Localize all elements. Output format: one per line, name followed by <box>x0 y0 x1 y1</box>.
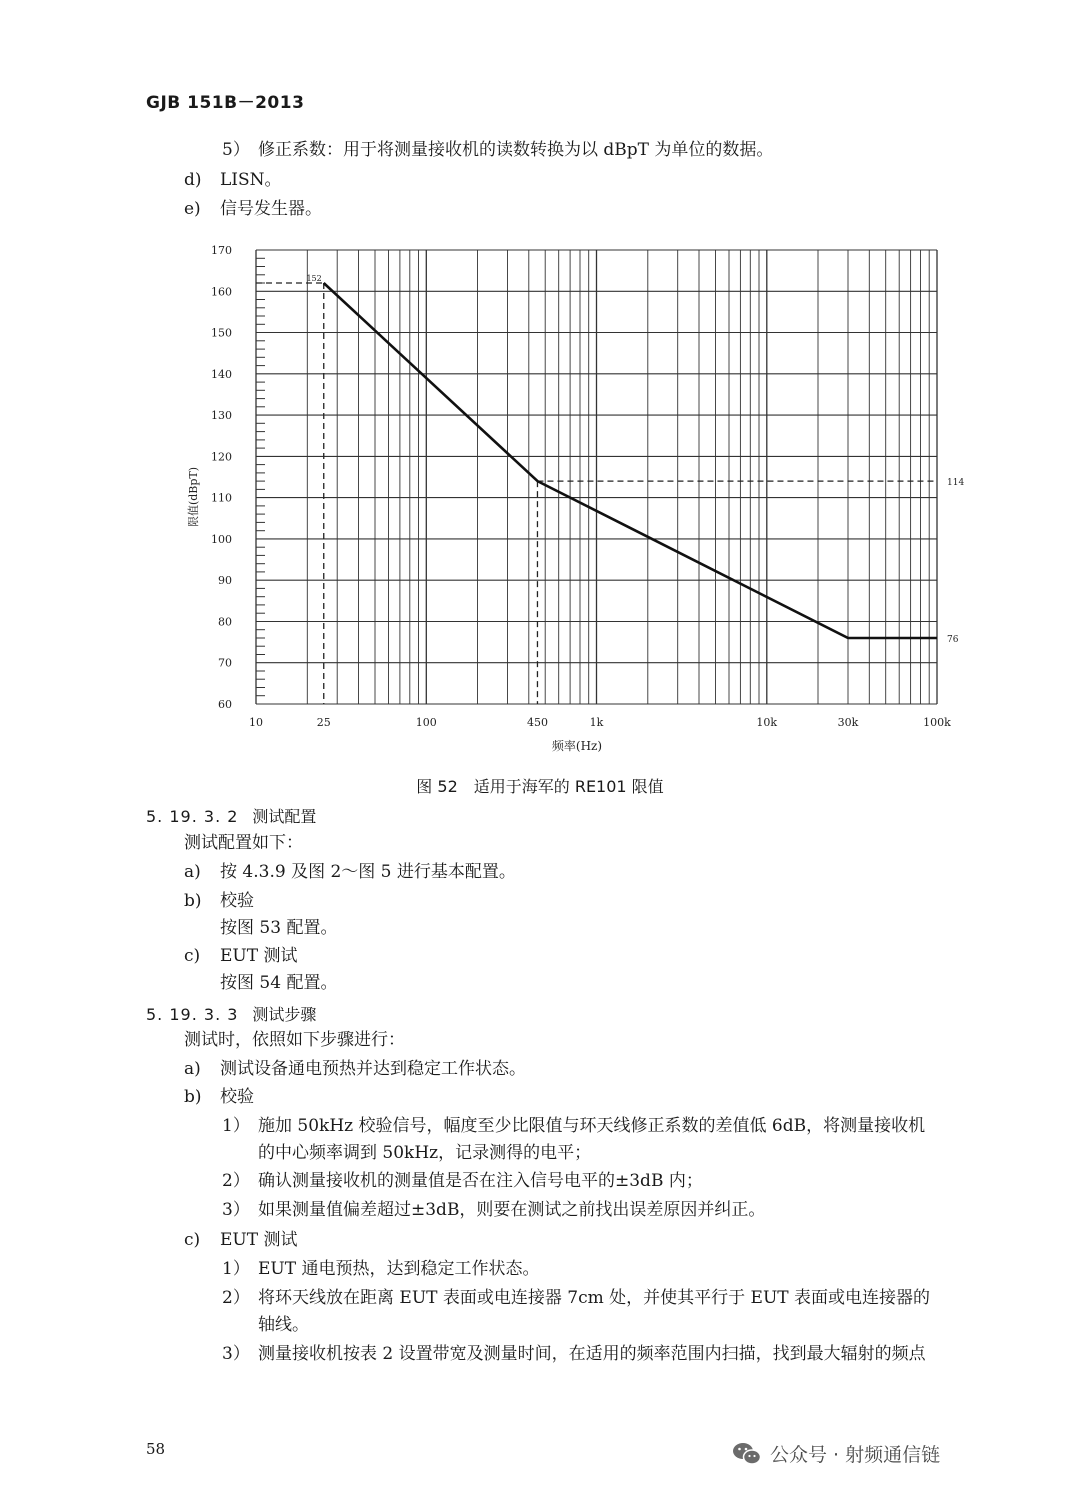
section-line-text: 将环天线放在距离 EUT 表面或电连接器 7cm 处，并使其平行于 EUT 表面或电连接器的 <box>258 1288 931 1308</box>
page-number: 58 <box>146 1440 166 1458</box>
section-title: 测试配置 <box>252 807 317 826</box>
intro-item-5-text: 修正系数：用于将测量接收机的读数转换为以 dBpT 为单位的数据。 <box>258 140 774 160</box>
section-line-marker: 2） <box>222 1171 250 1191</box>
annotation-label: 76 <box>947 634 959 645</box>
standard-id: GJB 151B－2013 <box>146 93 305 113</box>
section-heading <box>146 1002 316 1025</box>
watermark <box>732 1440 940 1467</box>
figure-caption: 图 52 适用于海军的 RE101 限值 <box>416 777 664 796</box>
section-number: 5. 19. 3. 3 <box>146 1005 239 1024</box>
section-line-text: 确认测量接收机的测量值是否在注入信号电平的±3dB 内； <box>258 1171 703 1191</box>
y-tick-label: 150 <box>211 326 232 340</box>
y-tick-label: 100 <box>211 532 232 546</box>
section-line-text: 测试配置如下： <box>184 833 303 853</box>
section-line-marker: a) <box>184 862 201 882</box>
y-tick-label: 160 <box>211 285 232 299</box>
section-line-text: 测试设备通电预热并达到稳定工作状态。 <box>220 1059 526 1079</box>
y-tick-label: 120 <box>211 450 232 464</box>
intro-item-d-text: LISN。 <box>220 170 282 190</box>
y-tick-label: 130 <box>211 409 232 423</box>
section-line-text: 的中心频率调到 50kHz，记录测得的电平； <box>258 1143 592 1163</box>
x-tick-label: 100k <box>923 716 951 729</box>
section-line-marker: c) <box>184 946 201 966</box>
x-tick-label: 10 <box>249 716 263 729</box>
y-tick-label: 80 <box>218 615 232 629</box>
section-line-marker: a) <box>184 1059 201 1079</box>
section-line-text: 校验 <box>220 891 254 911</box>
annotation-label: 152 <box>306 274 322 284</box>
y-tick-label: 170 <box>211 244 232 257</box>
section-line-text: EUT 测试 <box>220 946 298 966</box>
section-line-text: 如果测量值偏差超过±3dB，则要在测试之前找出误差原因并纠正。 <box>258 1200 766 1220</box>
section-title: 测试步骤 <box>252 1005 317 1024</box>
x-axis-title: 频率(Hz) <box>551 739 603 753</box>
intro-item-e-marker: e) <box>184 199 201 219</box>
section-line-text: 校验 <box>220 1087 254 1107</box>
section-line-marker: 1） <box>222 1259 250 1279</box>
section-line-text: EUT 测试 <box>220 1230 298 1250</box>
section-line-text: EUT 通电预热，达到稳定工作状态。 <box>258 1259 540 1279</box>
section-line-text: 轴线。 <box>258 1315 309 1335</box>
intro-item-e-text: 信号发生器。 <box>220 199 322 219</box>
watermark-text: 公众号 · 射频通信链 <box>770 1444 941 1466</box>
section-line-marker: b) <box>184 891 202 911</box>
x-tick-label: 1k <box>589 716 604 729</box>
x-tick-label: 450 <box>526 716 548 729</box>
x-tick-label: 10k <box>756 716 778 729</box>
section-line-text: 按 4.3.9 及图 2～图 5 进行基本配置。 <box>220 862 516 882</box>
section-line-marker: 3） <box>222 1200 250 1220</box>
x-tick-label: 30k <box>837 716 859 729</box>
y-tick-label: 60 <box>218 698 232 711</box>
intro-item-d-marker: d) <box>184 170 202 190</box>
y-tick-label: 140 <box>211 367 232 381</box>
section-line-marker: b) <box>184 1087 202 1107</box>
chart-grid <box>256 250 937 704</box>
section-line-marker: 1） <box>222 1116 250 1136</box>
section-line-text: 按图 53 配置。 <box>220 918 338 938</box>
section-line-marker: 2） <box>222 1288 250 1308</box>
section-line-text: 测量接收机按表 2 设置带宽及测量时间，在适用的频率范围内扫描，找到最大辐射的频点 <box>258 1344 926 1364</box>
annotation-label: 114 <box>947 478 965 489</box>
x-tick-label: 100 <box>415 716 437 729</box>
section-line-text: 测试时，依照如下步骤进行： <box>184 1030 405 1050</box>
y-tick-label: 70 <box>218 656 232 670</box>
section-heading <box>146 804 316 827</box>
x-tick-label: 25 <box>316 716 331 729</box>
section-line-marker: 3） <box>222 1344 250 1364</box>
wechat-icon <box>732 1441 762 1467</box>
y-tick-label: 110 <box>211 491 232 505</box>
y-tick-label: 90 <box>218 574 232 588</box>
limit-series <box>324 283 937 638</box>
limit-line <box>324 283 937 638</box>
y-axis-title: 限值(dBpT) <box>187 466 200 528</box>
section-number: 5. 19. 3. 2 <box>146 807 239 826</box>
section-line-text: 施加 50kHz 校验信号，幅度至少比限值与环天线修正系数的差值低 6dB，将测量接收机 <box>258 1116 926 1136</box>
section-line-text: 按图 54 配置。 <box>220 973 338 993</box>
intro-item-5-marker: 5） <box>222 140 250 160</box>
section-line-marker: c) <box>184 1230 201 1250</box>
